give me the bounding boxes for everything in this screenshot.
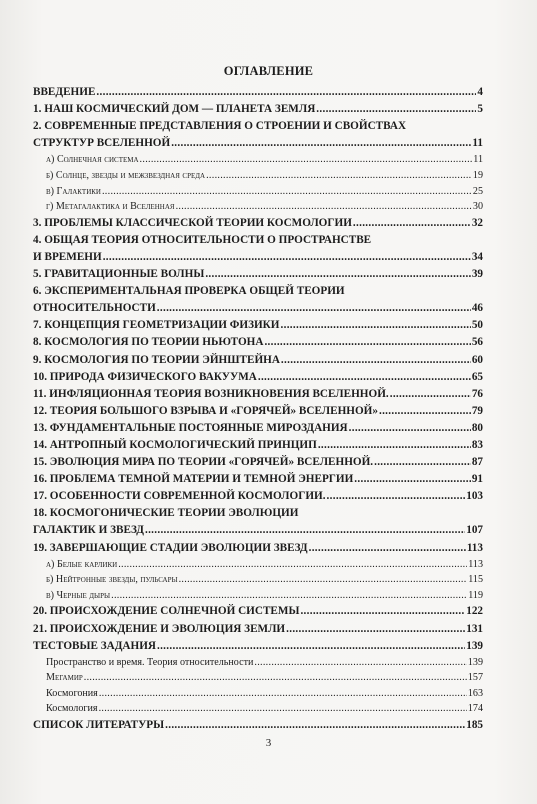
toc-entry-page: 65 (471, 370, 483, 383)
toc-entry-title: 4. ОБЩАЯ ТЕОРИЯ ОТНОСИТЕЛЬНОСТИ О ПРОСТРАНСТВЕ (33, 233, 372, 246)
toc-subentry-sun-stars (33, 168, 483, 184)
dot-leader (254, 655, 466, 671)
dot-leader (84, 670, 467, 686)
toc-entry-page: 11 (472, 137, 483, 150)
toc-entry-page: 83 (471, 438, 483, 451)
toc-entry-chapter-12 (33, 403, 483, 420)
toc-entry-chapter-15 (33, 454, 483, 471)
toc-entry-chapter-5 (33, 266, 483, 283)
toc-entry-title: в) Галактики (46, 185, 101, 197)
toc-entry-title: 12. ТЕОРИЯ БОЛЬШОГО ВЗРЫВА И «ГОРЯЧЕЙ» ВСЕЛЕННОЙ» (33, 404, 378, 417)
toc-subentry-megaworld (33, 670, 483, 686)
dot-leader (316, 101, 476, 118)
toc-entry-page: 115 (468, 574, 483, 586)
toc-entry-page: 50 (471, 319, 483, 332)
toc-entry-chapter-14 (33, 437, 483, 454)
dot-leader (327, 488, 466, 505)
toc-entry-chapter-9 (33, 352, 483, 369)
toc-entry-chapter-4 (33, 232, 483, 249)
dot-leader (99, 701, 467, 717)
toc-entry-title: СПИСОК ЛИТЕРАТУРЫ (33, 719, 165, 732)
dot-leader (258, 369, 471, 386)
toc-entry-title: 15. ЭВОЛЮЦИЯ МИРА ПО ТЕОРИИ «ГОРЯЧЕЙ» ВСЕЛЕННОЙ. (33, 456, 374, 469)
toc-entry-page: 139 (466, 639, 483, 652)
dot-leader (103, 249, 471, 266)
dot-leader (206, 168, 472, 184)
toc-entry-chapter-16 (33, 471, 483, 488)
toc-entry-tests (33, 638, 483, 655)
toc-entry-chapter-18-continued (33, 522, 483, 539)
dot-leader (118, 557, 467, 573)
toc-entry-page: 103 (466, 490, 483, 503)
dot-leader (379, 403, 471, 420)
toc-entry-page: 34 (471, 250, 483, 263)
toc-subentry-galaxies (33, 184, 483, 200)
toc-entry-page: 91 (471, 473, 483, 486)
dot-leader (374, 454, 471, 471)
toc-entry-title: 14. АНТРОПНЫЙ КОСМОЛОГИЧЕСКИЙ ПРИНЦИП (33, 438, 317, 451)
toc-entry-title: 3. ПРОБЛЕМЫ КЛАССИЧЕСКОЙ ТЕОРИИ КОСМОЛОГИИ (33, 216, 352, 229)
toc-entry-page: 163 (467, 687, 483, 699)
toc-entry-title: 18. КОСМОГОНИЧЕСКИЕ ТЕОРИИ ЭВОЛЮЦИИ (33, 507, 299, 520)
toc-entry-title: Пространство и время. Теория относительности (46, 656, 254, 668)
toc-entry-chapter-3 (33, 215, 483, 232)
toc-entry-page: 139 (467, 656, 483, 668)
toc-subentry-solar-system (33, 152, 483, 168)
toc-entry-bibliography (33, 717, 483, 734)
toc-entry-title: 2. СОВРЕМЕННЫЕ ПРЕДСТАВЛЕНИЯ О СТРОЕНИИ И СВОЙСТВАХ (33, 120, 407, 133)
page-number: 3 (265, 737, 272, 749)
dot-leader (179, 572, 468, 588)
toc-entry-page: 131 (466, 622, 483, 635)
dot-leader (354, 471, 471, 488)
dot-leader (309, 540, 466, 557)
toc-entry-page: 32 (471, 216, 483, 229)
toc-entry-chapter-21 (33, 621, 483, 638)
toc-entry-page: 119 (468, 589, 483, 601)
dot-leader (264, 334, 470, 351)
toc-heading: ОГЛАВЛЕНИЕ (223, 64, 314, 78)
toc-subentry-cosmogony (33, 686, 483, 702)
toc-entry-chapter-4-continued (33, 249, 483, 266)
toc-entry-page: 113 (468, 558, 483, 570)
toc-entry-page: 80 (471, 421, 483, 434)
toc-subentry-metagalaxy (33, 199, 483, 215)
toc-entry-page: 30 (472, 201, 483, 213)
toc-entry-page: 157 (467, 672, 483, 684)
toc-entry-chapter-6 (33, 283, 483, 300)
toc-entry-chapter-11 (33, 386, 483, 403)
toc-entry-title: в) Черные дыры (46, 589, 111, 601)
dot-leader (286, 621, 465, 638)
toc-entry-chapter-6-continued (33, 300, 483, 317)
toc-entry-title: б) Нейтронные звезды, пульсары (46, 574, 178, 586)
dot-leader (171, 135, 471, 152)
toc-entry-introduction (33, 84, 483, 101)
toc-entry-page: 174 (467, 703, 483, 715)
dot-leader (281, 317, 471, 334)
dot-leader (145, 522, 465, 539)
toc-subentry-neutron-stars (33, 572, 483, 588)
toc-entry-page: 60 (471, 353, 483, 366)
dot-leader (281, 352, 471, 369)
toc-entry-title: г) Метагалактика и Вселенная (46, 201, 175, 213)
toc-entry-title: 20. ПРОИСХОЖДЕНИЕ СОЛНЕЧНОЙ СИСТЕМЫ (33, 605, 300, 618)
toc-entry-page: 39 (471, 268, 483, 281)
toc-entry-page: 5 (477, 103, 483, 116)
toc-entry-chapter-10 (33, 369, 483, 386)
toc-entry-chapter-19 (33, 540, 483, 557)
toc-entry-page: 122 (466, 605, 483, 618)
toc-entry-title: Космология (46, 703, 98, 715)
toc-entry-title: 1. НАШ КОСМИЧЕСКИЙ ДОМ — ПЛАНЕТА ЗЕМЛЯ (33, 103, 316, 116)
toc-entry-chapter-18 (33, 505, 483, 522)
dot-leader (99, 686, 467, 702)
toc-entry-title: 21. ПРОИСХОЖДЕНИЕ И ЭВОЛЮЦИЯ ЗЕМЛИ (33, 622, 286, 635)
toc-entry-page: 185 (466, 719, 483, 732)
toc-entry-title-continued: И ВРЕМЕНИ (33, 250, 102, 263)
toc-subentry-black-holes (33, 588, 483, 604)
toc-entry-page: 11 (473, 154, 483, 166)
toc-entry-title: 6. ЭКСПЕРИМЕНТАЛЬНАЯ ПРОВЕРКА ОБЩЕЙ ТЕОРИИ (33, 285, 345, 298)
toc-entry-title-continued: ОТНОСИТЕЛЬНОСТИ (33, 302, 156, 315)
toc-entry-title: 7. КОНЦЕПЦИЯ ГЕОМЕТРИЗАЦИИ ФИЗИКИ (33, 319, 280, 332)
toc-entry-title: Мегамир (46, 672, 83, 684)
table-of-contents (33, 84, 483, 734)
dot-leader (318, 437, 471, 454)
toc-entry-title: ВВЕДЕНИЕ (33, 86, 96, 98)
toc-entry-page: 56 (471, 336, 483, 349)
dot-leader (165, 717, 465, 734)
toc-subentry-space-time (33, 655, 483, 671)
toc-entry-title: 10. ПРИРОДА ФИЗИЧЕСКОГО ВАКУУМА (33, 370, 257, 383)
toc-entry-title: а) Белые карлики (46, 558, 118, 570)
toc-entry-title: 11. ИНФЛЯЦИОННАЯ ТЕОРИЯ ВОЗНИКНОВЕНИЯ ВСЕЛЕННОЙ. (33, 387, 389, 400)
toc-subentry-white-dwarfs (33, 557, 483, 573)
toc-entry-title: а) Солнечная система (46, 154, 139, 166)
dot-leader (157, 300, 471, 317)
toc-entry-chapter-7 (33, 317, 483, 334)
toc-entry-page: 46 (471, 302, 483, 315)
toc-entry-page: 113 (466, 541, 483, 554)
toc-entry-title: Космогония (46, 687, 98, 699)
toc-entry-chapter-2-continued (33, 135, 483, 152)
toc-entry-title: 8. КОСМОЛОГИЯ ПО ТЕОРИИ НЬЮТОНА (33, 336, 264, 349)
toc-entry-chapter-20 (33, 603, 483, 620)
toc-entry-title-continued: СТРУКТУР ВСЕЛЕННОЙ (33, 137, 171, 150)
toc-entry-page: 19 (472, 169, 483, 181)
toc-entry-title: ТЕСТОВЫЕ ЗАДАНИЯ (33, 639, 156, 652)
toc-entry-page: 107 (466, 524, 483, 537)
toc-entry-page: 76 (471, 387, 483, 400)
toc-entry-title-continued: ГАЛАКТИК И ЗВЕЗД (33, 524, 144, 537)
toc-entry-title: б) Солнце, звезды и межзвездная среда (46, 169, 206, 181)
toc-entry-title: 16. ПРОБЛЕМА ТЕМНОЙ МАТЕРИИ И ТЕМНОЙ ЭНЕРГИИ (33, 473, 354, 486)
dot-leader (102, 184, 472, 200)
dot-leader (205, 266, 470, 283)
toc-entry-title: 17. ОСОБЕННОСТИ СОВРЕМЕННОЙ КОСМОЛОГИИ. (33, 490, 326, 503)
toc-entry-chapter-13 (33, 420, 483, 437)
dot-leader (353, 215, 471, 232)
dot-leader (300, 603, 465, 620)
toc-entry-page: 79 (471, 404, 483, 417)
toc-entry-page: 87 (471, 456, 483, 469)
toc-entry-chapter-17 (33, 488, 483, 505)
dot-leader (140, 152, 473, 168)
toc-entry-chapter-8 (33, 334, 483, 351)
toc-entry-chapter-1 (33, 101, 483, 118)
dot-leader (96, 84, 476, 101)
dot-leader (111, 588, 467, 604)
dot-leader (157, 638, 465, 655)
toc-entry-title: 9. КОСМОЛОГИЯ ПО ТЕОРИИ ЭЙНШТЕЙНА (33, 353, 280, 366)
dot-leader (176, 199, 472, 215)
toc-entry-title: 19. ЗАВЕРШАЮЩИЕ СТАДИИ ЭВОЛЮЦИИ ЗВЕЗД (33, 541, 308, 554)
toc-entry-title: 5. ГРАВИТАЦИОННЫЕ ВОЛНЫ (33, 268, 205, 281)
toc-entry-chapter-2 (33, 118, 483, 135)
toc-entry-page: 4 (477, 86, 483, 98)
dot-leader (390, 386, 471, 403)
dot-leader (349, 420, 471, 437)
toc-entry-title: 13. ФУНДАМЕНТАЛЬНЫЕ ПОСТОЯННЫЕ МИРОЗДАНИЯ (33, 421, 348, 434)
toc-entry-page: 25 (472, 185, 483, 197)
toc-subentry-cosmology (33, 701, 483, 717)
